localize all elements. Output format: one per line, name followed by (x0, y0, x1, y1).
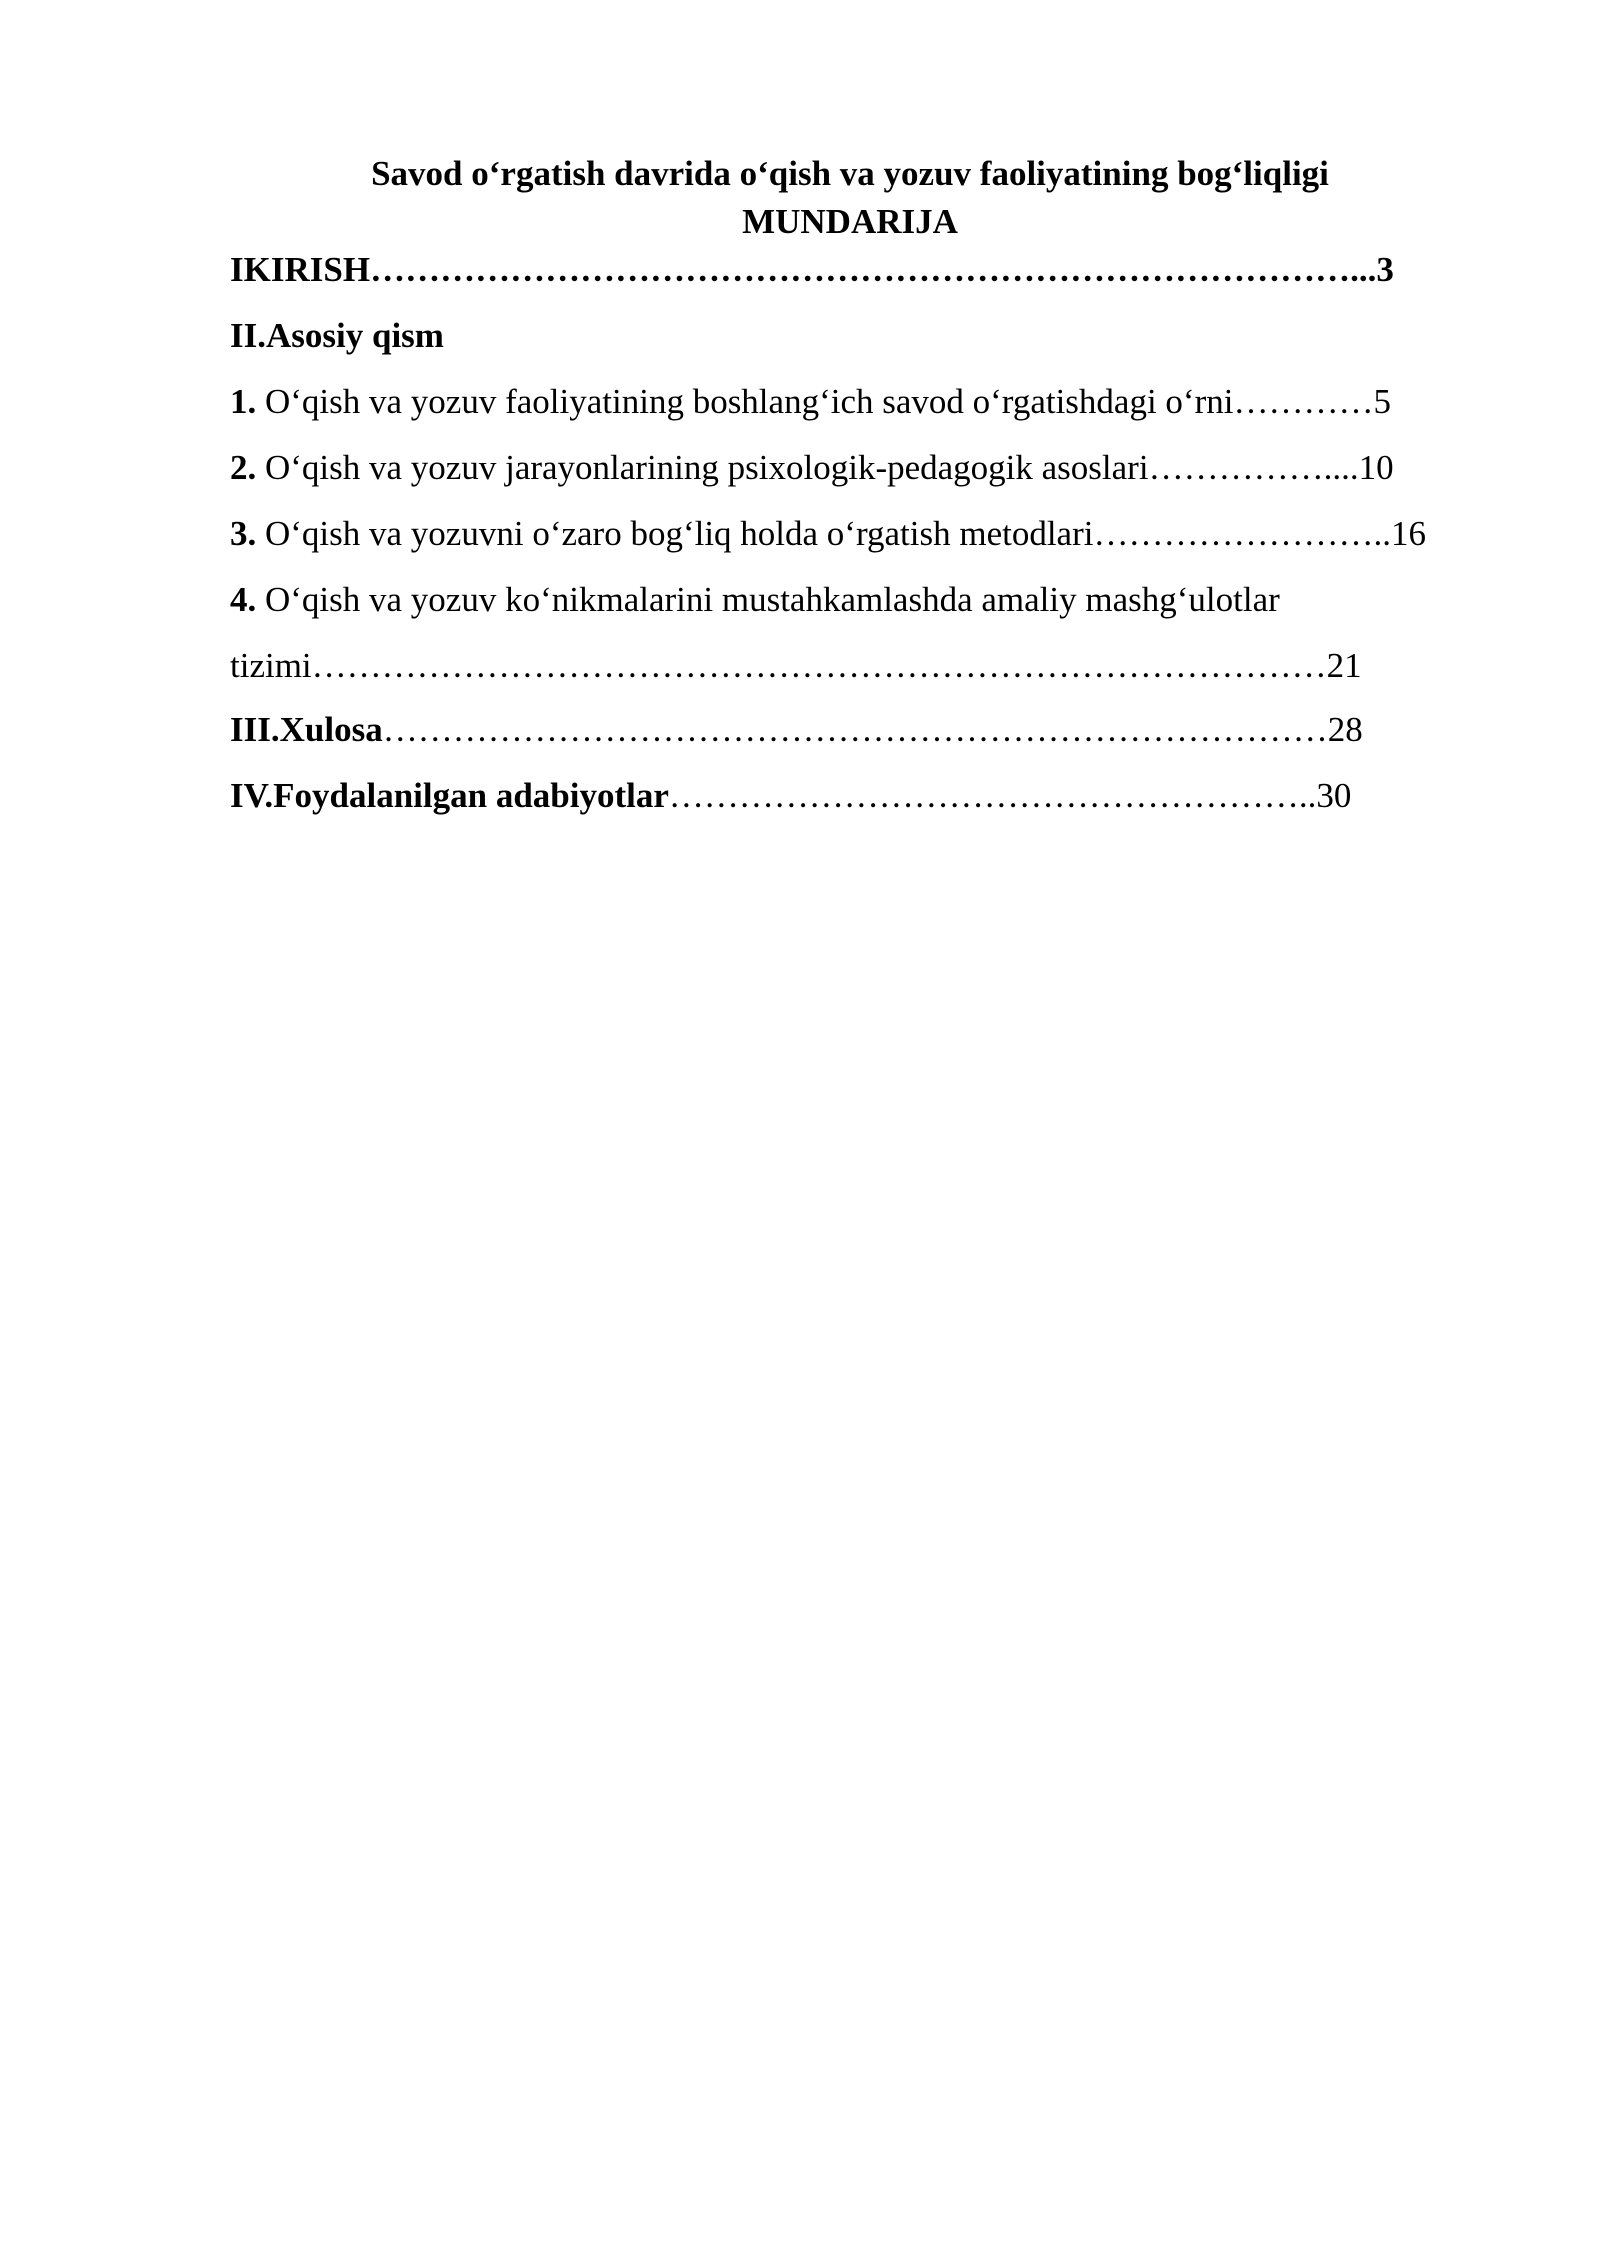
toc-page-number: ....10 (1323, 448, 1394, 487)
toc-leader: …………………… (1093, 514, 1374, 553)
toc-leader: ……………………………………………………………………… (382, 710, 1328, 749)
toc-entry-number: 3. (230, 514, 257, 553)
toc-leader: ……………………………………………… (668, 776, 1299, 815)
toc-entry-references (230, 772, 1351, 820)
toc-entry-number: 1. (230, 382, 257, 421)
document-title: Savod o‘rgatish davrida o‘qish va yozuv faoliyatining bog‘liqligi (371, 154, 1329, 193)
toc-entry-text: O‘qish va yozuvni o‘zaro bog‘liq holda o‘rgatish metodlari (256, 514, 1094, 553)
toc-entry-label: III.Xulosa (230, 710, 383, 749)
toc-page-number: ..30 (1298, 776, 1352, 815)
toc-entry-label: II.Asosiy qism (230, 316, 444, 355)
toc-heading: MUNDARIJA (742, 202, 958, 241)
toc-page-number: ..16 (1373, 514, 1426, 553)
toc-entry-4 (230, 576, 1280, 624)
toc-entry-1 (230, 378, 1391, 426)
toc-leader: ………………………………………………………………………… (370, 250, 1351, 289)
toc-entry-text: O‘qish va yozuv ko‘nikmalarini mustahkamlashda amaliy mashg‘ulotlar (256, 580, 1280, 619)
toc-entry-number: 4. (230, 580, 257, 619)
toc-leader: ………… (1233, 382, 1374, 421)
toc-entry-text: O‘qish va yozuv faoliyatining boshlang‘ich savod o‘rgatishdagi o‘rni (256, 382, 1234, 421)
toc-page-number: 28 (1327, 710, 1363, 749)
toc-entry-label: IV.Foydalanilgan adabiyotlar (230, 776, 669, 815)
toc-entry-label: IKIRISH (230, 250, 371, 289)
toc-entry-number: 2. (230, 448, 257, 487)
toc-section-main (230, 312, 444, 360)
toc-leader: …………………………………………………………………………… (311, 646, 1327, 685)
toc-entry-text: O‘qish va yozuv jarayonlarining psixologik-pedagogik asoslari (256, 448, 1149, 487)
toc-entry-conclusion (230, 706, 1363, 754)
toc-entry-4-continuation (230, 642, 1362, 690)
toc-entry-intro (230, 246, 1394, 294)
toc-page-number: 21 (1326, 646, 1362, 685)
toc-entry-3 (230, 510, 1426, 558)
toc-page-number: ...3 (1350, 250, 1394, 289)
toc-leader: …………… (1148, 448, 1324, 487)
toc-entry-text: tizimi (230, 646, 312, 685)
toc-page-number: 5 (1373, 382, 1391, 421)
toc-entry-2 (230, 444, 1394, 492)
